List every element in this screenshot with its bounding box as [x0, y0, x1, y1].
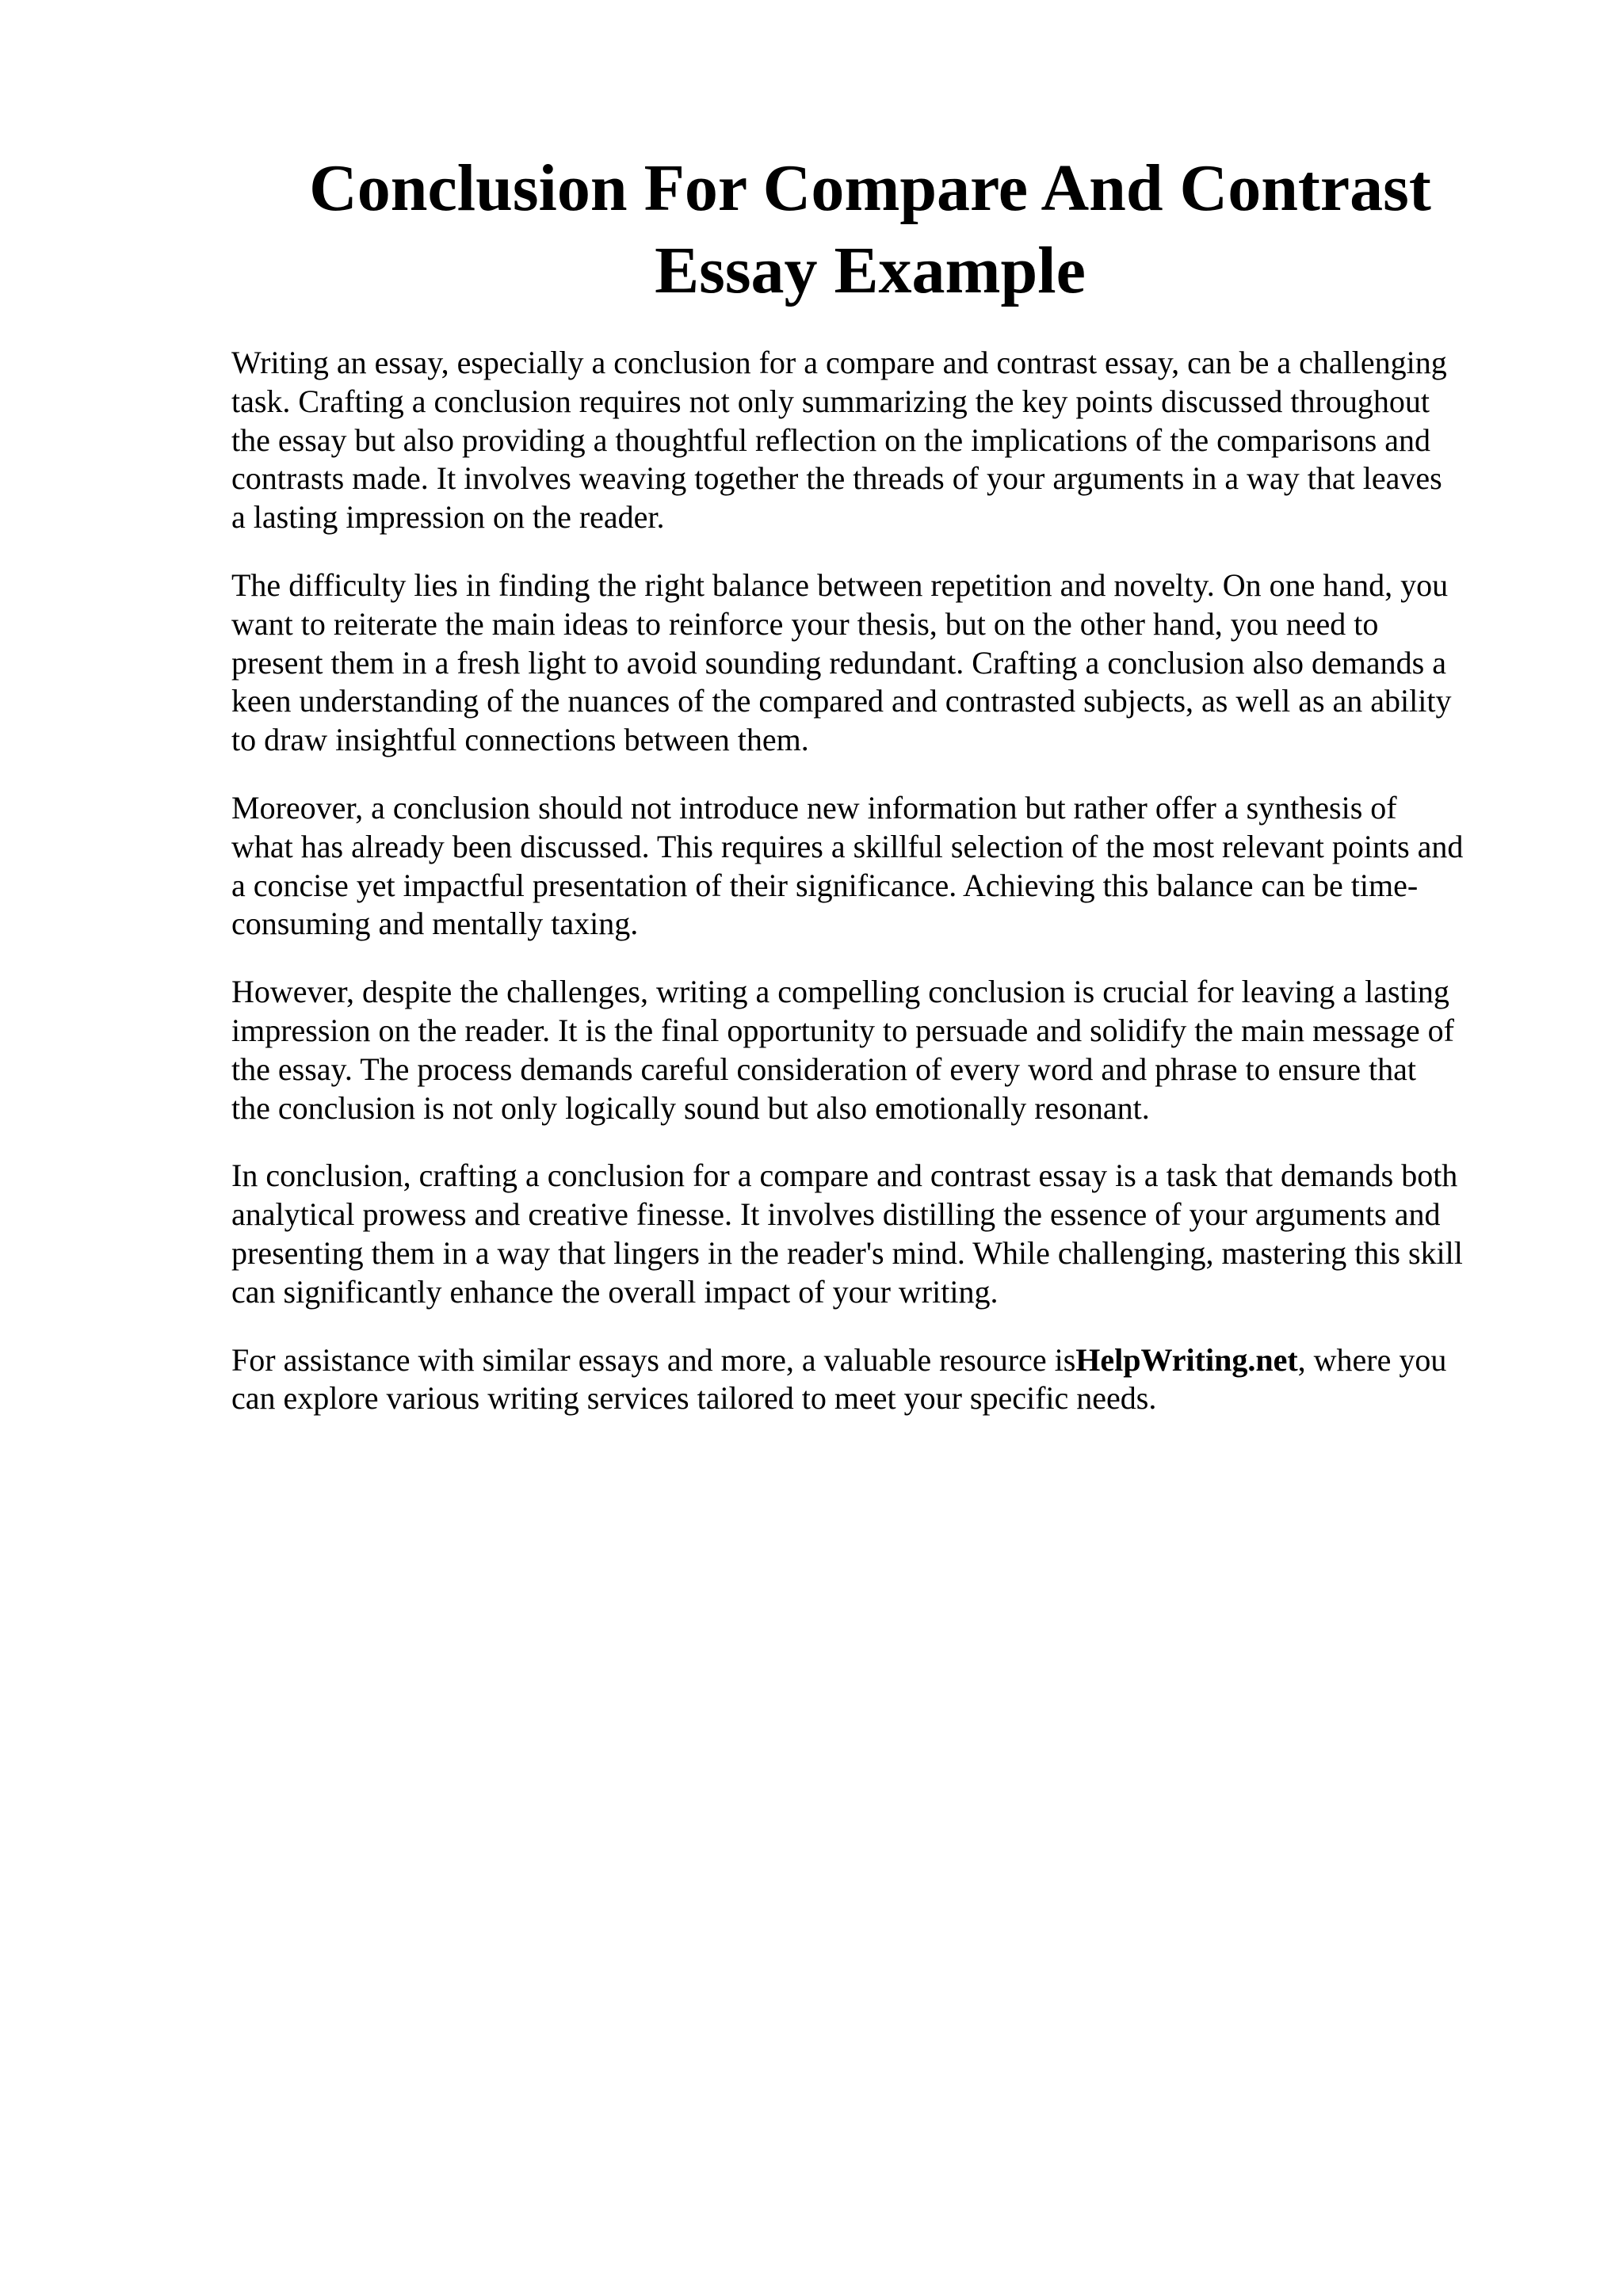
paragraph-line: what has already been discussed. This requires a skillful selection of the most relevant points and: [231, 828, 1464, 864]
helpwriting-link[interactable]: HelpWriting.net: [1075, 1341, 1298, 1378]
paragraph-line: the conclusion is not only logically sound but also emotionally resonant.: [231, 1089, 1150, 1126]
paragraph-1: [231, 344, 1509, 537]
paragraph-line: want to reiterate the main ideas to reinforce your thesis, but on the other hand, you need to: [231, 605, 1379, 642]
paragraph-line: keen understanding of the nuances of the compared and contrasted subjects, as well as an ability: [231, 683, 1452, 719]
paragraph-line: However, despite the challenges, writing a compelling conclusion is crucial for leaving a lasting: [231, 974, 1449, 1010]
paragraph-3: [231, 789, 1509, 944]
title-line: Conclusion For Compare And Contrast: [309, 151, 1431, 225]
title-line: Essay Example: [655, 234, 1086, 307]
paragraph-line: can significantly enhance the overall impact of your writing.: [231, 1273, 999, 1310]
paragraph-line: task. Crafting a conclusion requires not only summarizing the key points discussed throughout: [231, 383, 1430, 419]
paragraph-closing: [231, 1341, 1509, 1419]
closing-line-2: can explore various writing services tailored to meet your specific needs.: [231, 1380, 1157, 1417]
paragraph-4: [231, 973, 1509, 1127]
paragraph-line: a lasting impression on the reader.: [231, 499, 665, 536]
closing-text-after: , where you: [1297, 1341, 1447, 1378]
paragraph-line: the essay but also providing a thoughtful reflection on the implications of the comparisons and: [231, 421, 1431, 458]
paragraph-line: presenting them in a way that lingers in the reader's mind. While challenging, mastering this skill: [231, 1234, 1463, 1271]
paragraph-line: present them in a fresh light to avoid sounding redundant. Crafting a conclusion also demands a: [231, 644, 1446, 681]
paragraph-line: The difficulty lies in finding the right balance between repetition and novelty. On one hand, you: [231, 566, 1449, 603]
paragraph-5: [231, 1157, 1509, 1311]
paragraph-line: analytical prowess and creative finesse. It involves distilling the essence of your arguments and: [231, 1196, 1441, 1233]
page-title: [231, 147, 1509, 312]
document-body: [231, 344, 1509, 1447]
paragraph-line: Writing an essay, especially a conclusion for a compare and contrast essay, can be a challenging: [231, 345, 1447, 380]
paragraph-line: Moreover, a conclusion should not introduce new information but rather offer a synthesis of: [231, 789, 1397, 826]
closing-line-1: [231, 1341, 1509, 1380]
paragraph-2: [231, 566, 1509, 760]
closing-text-before: For assistance with similar essays and more, a valuable resource is: [231, 1341, 1076, 1378]
paragraph-line: In conclusion, crafting a conclusion for a compare and contrast essay is a task that demands both: [231, 1158, 1458, 1194]
paragraph-line: contrasts made. It involves weaving together the threads of your arguments in a way that leaves: [231, 460, 1442, 497]
paragraph-line: impression on the reader. It is the final opportunity to persuade and solidify the main message of: [231, 1012, 1454, 1048]
paragraph-line: the essay. The process demands careful consideration of every word and phrase to ensure that: [231, 1051, 1417, 1087]
paragraph-line: to draw insightful connections between them.: [231, 722, 809, 758]
paragraph-line: consuming and mentally taxing.: [231, 906, 639, 942]
paragraph-line: a concise yet impactful presentation of their significance. Achieving this balance can be time-: [231, 867, 1419, 903]
